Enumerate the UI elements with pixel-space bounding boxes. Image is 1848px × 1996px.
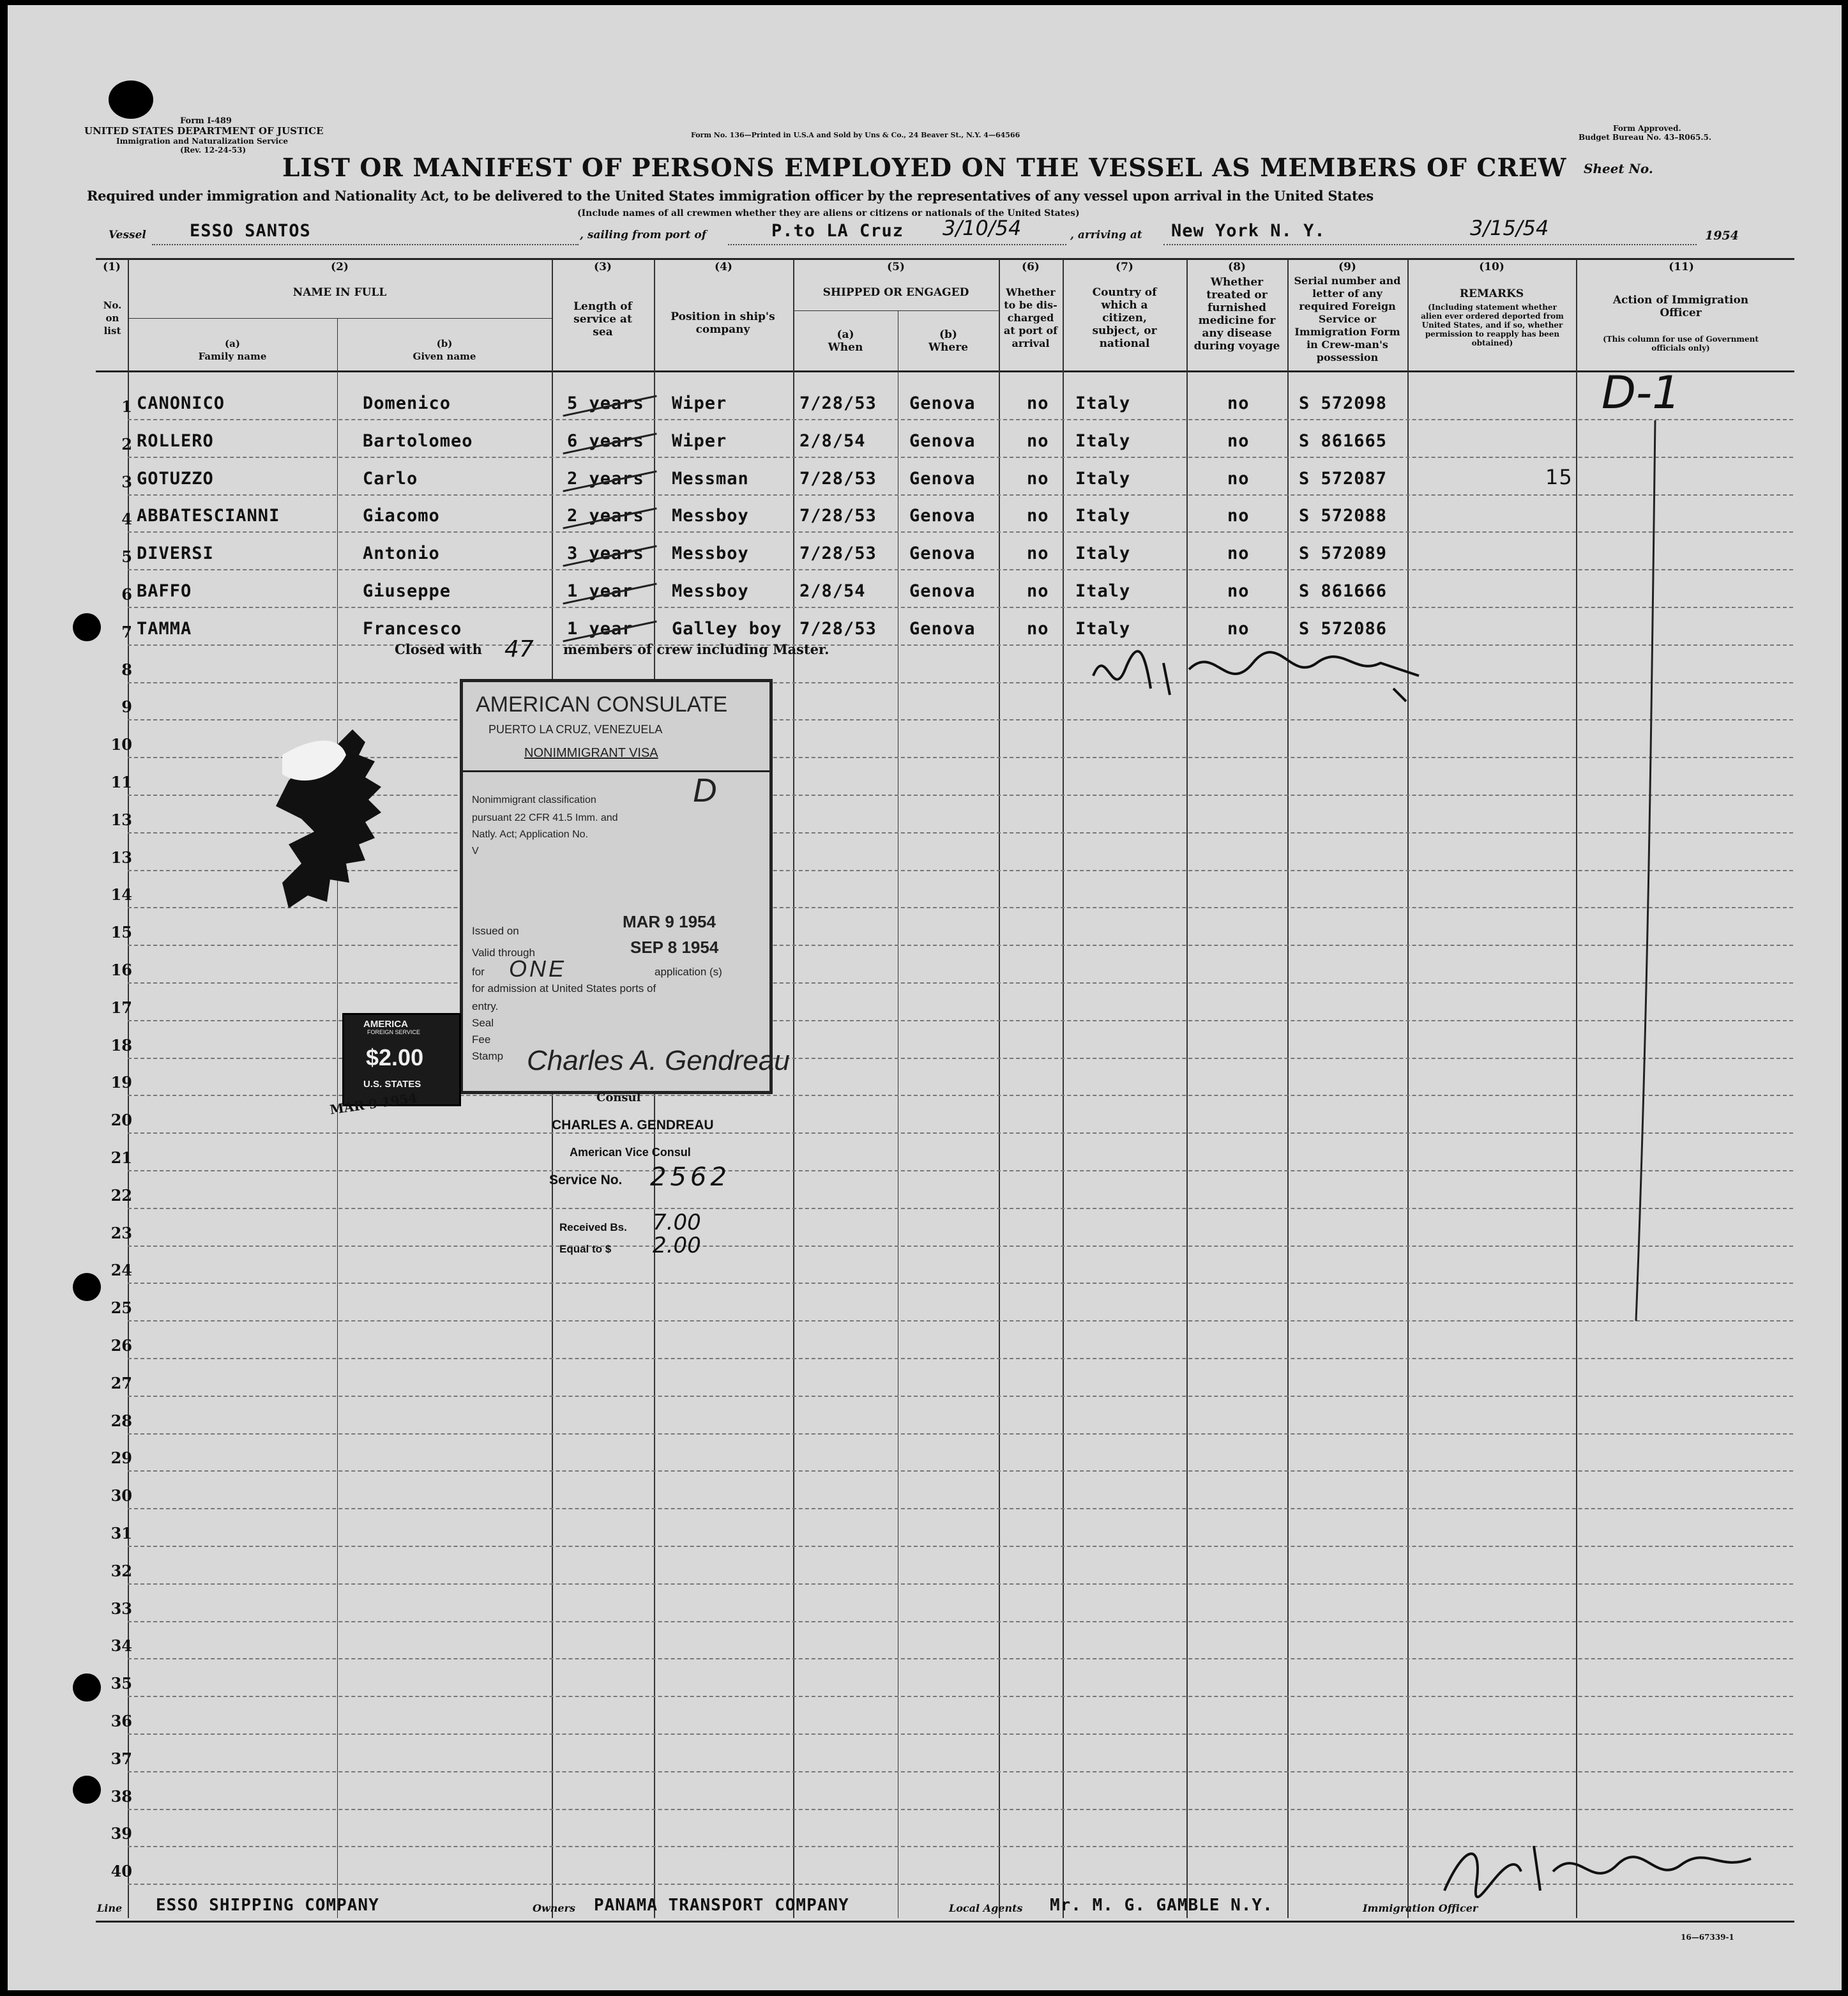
stamp-title: AMERICAN CONSULATE [476, 692, 728, 717]
form-number: Form I-489 [180, 116, 232, 126]
row-number: 27 [110, 1373, 132, 1392]
received-value: 7.00 [653, 1210, 701, 1235]
col7-number: (7) [1116, 261, 1133, 273]
row-number: 29 [110, 1449, 132, 1468]
footer-agents: Mr. M. G. GAMBLE N.Y. [1050, 1896, 1273, 1915]
crew-given-name: Bartolomeo [363, 430, 473, 451]
fee-stamp-cancel: MAR 9 1954 [329, 1090, 418, 1118]
crew-given-name: Giuseppe [363, 581, 451, 601]
row-number: 8 [121, 660, 132, 679]
row-number: 17 [110, 998, 132, 1017]
stamp-visa: NONIMMIGRANT VISA [524, 746, 658, 760]
row-rule [128, 1396, 1793, 1397]
crew-serial: S 572086 [1299, 618, 1388, 639]
row-rule [128, 1246, 1793, 1247]
row-rule [128, 419, 1793, 420]
include-note: (Include names of all crewmen whether they are aliens or citizens or nationals of the United States) [577, 208, 1080, 218]
row-number: 13 [110, 848, 132, 867]
col4-number: (4) [715, 261, 732, 273]
crew-given-name: Francesco [363, 618, 462, 639]
crew-position: Messboy [672, 544, 749, 564]
crew-discharged: no [1027, 544, 1049, 564]
officer-action-mark: D-1 [1602, 367, 1681, 419]
crew-treated: no [1227, 393, 1250, 413]
consul-name: CHARLES A. GENDREAU [552, 1118, 714, 1132]
crew-family-name: GOTUZZO [137, 468, 214, 489]
col4-header: Position in ship's company [670, 310, 775, 336]
crew-position: Messboy [672, 506, 749, 526]
crew-treated: no [1227, 468, 1250, 489]
crew-serial: S 572089 [1299, 544, 1388, 564]
printer-note: Form No. 136—Printed in U.S.A and Sold by Uns & Co., 24 Beaver St., N.Y. 4—64566 [691, 131, 1020, 139]
consulate-visa-stamp [460, 679, 790, 1094]
col9-header: Serial number and letter of any required Foreign Service or Immigration Form in Crew-man's possession [1294, 275, 1401, 363]
crew-serial: S 572088 [1299, 506, 1388, 526]
port-to: New York N. Y. [1171, 221, 1326, 241]
crew-discharged: no [1027, 618, 1049, 639]
crew-shipped-where: Genova [909, 430, 976, 451]
row-rule [128, 1208, 1793, 1209]
footer-agents-label: Local Agents [949, 1902, 1023, 1914]
crew-shipped-when: 7/28/53 [799, 618, 877, 639]
footer-line-label: Line [97, 1902, 123, 1914]
crew-serial: S 572087 [1299, 468, 1388, 489]
row-number: 14 [110, 885, 132, 904]
row-number: 16 [110, 961, 132, 979]
row-rule [128, 982, 1793, 984]
row-number: 20 [110, 1111, 132, 1130]
col3-header: Length of service at sea [573, 300, 632, 339]
stamp-act: Natly. Act; Application No. [472, 829, 589, 840]
crew-country: Italy [1075, 393, 1131, 413]
fee-stamp-amount: $2.00 [366, 1044, 424, 1070]
row-number: 30 [110, 1486, 132, 1505]
crew-discharged: no [1027, 506, 1049, 526]
crew-service-length: 6 years [567, 430, 644, 451]
col10-header: REMARKS [1459, 287, 1524, 300]
crew-service-length: 2 years [567, 468, 644, 489]
row-number: 36 [110, 1712, 132, 1730]
row-number: 5 [121, 547, 132, 567]
row-number: 40 [110, 1862, 132, 1881]
crew-country: Italy [1075, 544, 1131, 564]
sheet-number-label: Sheet No. [1584, 161, 1653, 176]
crew-discharged: no [1027, 393, 1049, 413]
col1-header: No. on list [103, 300, 122, 337]
col5b-header: (b) Where [928, 328, 969, 354]
stamp-for-value: ONE [509, 956, 567, 982]
port-from: P.to LA Cruz [771, 221, 904, 241]
crew-treated: no [1227, 618, 1250, 639]
row-number: 7 [121, 622, 132, 641]
stamp-valid-label: Valid through [472, 947, 535, 959]
stamp-issued-date: MAR 9 1954 [623, 912, 716, 931]
crew-country: Italy [1075, 430, 1131, 451]
row-number: 33 [110, 1599, 132, 1618]
row-number: 26 [110, 1336, 132, 1355]
row-number: 1 [121, 397, 132, 416]
row-rule [128, 607, 1793, 608]
row-number: 22 [110, 1185, 132, 1205]
col2-number: (2) [331, 261, 349, 273]
consul-label: Consul [596, 1091, 641, 1104]
row-number: 4 [121, 510, 132, 529]
stamp-admission: for admission at United States ports of [472, 982, 656, 994]
fee-stamp-bottom: U.S. STATES [363, 1079, 421, 1090]
col2-header: NAME IN FULL [292, 286, 387, 299]
revision-date: (Rev. 12-24-53) [180, 146, 246, 155]
service-name: Immigration and Naturalization Service [116, 137, 289, 146]
crew-shipped-where: Genova [909, 468, 976, 489]
date-sailed: 3/10/54 [943, 216, 1022, 240]
col2b-header: (b) Given name [413, 338, 476, 362]
form-code: 16—67339-1 [1681, 1933, 1734, 1942]
row-number: 6 [121, 585, 132, 604]
crew-shipped-where: Genova [909, 393, 976, 413]
row-rule [128, 1132, 1793, 1134]
col7-header: Country of which a citizen, subject, or national [1092, 286, 1157, 350]
row-number: 10 [110, 735, 132, 754]
crew-shipped-when: 7/28/53 [799, 544, 877, 564]
col6-header: Whether to be dis-charged at port of arrival [1003, 286, 1058, 349]
row-number: 37 [110, 1749, 132, 1768]
row-rule [128, 1771, 1793, 1772]
crew-given-name: Giacomo [363, 506, 440, 526]
row-number: 38 [110, 1786, 132, 1806]
col11-number: (11) [1669, 261, 1694, 273]
row-number: 21 [110, 1148, 132, 1167]
col6-number: (6) [1022, 261, 1040, 273]
crew-treated: no [1227, 430, 1250, 451]
row-number: 39 [110, 1824, 132, 1843]
crew-serial: S 861665 [1299, 430, 1388, 451]
row-number: 13 [110, 810, 132, 829]
row-rule [128, 1733, 1793, 1735]
crew-shipped-when: 2/8/54 [799, 581, 866, 601]
fee-stamp-top: AMERICA [363, 1019, 408, 1030]
row-number: 15 [110, 923, 132, 942]
row-rule [128, 1809, 1793, 1810]
equal-value: 2.00 [653, 1233, 701, 1258]
row-rule [128, 494, 1793, 496]
page-subtitle: Required under immigration and Nationality Act, to be delivered to the United States immigration officer by the representatives of any vessel upon arrival in the United States [87, 188, 1374, 204]
col5a-header: (a) When [828, 328, 863, 354]
row-rule [128, 1546, 1793, 1547]
row-rule [128, 1658, 1793, 1659]
crew-country: Italy [1075, 468, 1131, 489]
crew-position: Wiper [672, 430, 727, 451]
row-number: 34 [110, 1636, 132, 1656]
crew-discharged: no [1027, 468, 1049, 489]
stamp-class-label: Nonimmigrant classification [472, 795, 596, 805]
crew-family-name: ROLLERO [137, 430, 214, 451]
crew-given-name: Carlo [363, 468, 418, 489]
crew-country: Italy [1075, 581, 1131, 601]
row-number: 3 [121, 472, 132, 491]
crew-position: Messman [672, 468, 749, 489]
row-number: 23 [110, 1223, 132, 1242]
footer-owners: PANAMA TRANSPORT COMPANY [594, 1896, 849, 1915]
footer-officer-label: Immigration Officer [1363, 1902, 1478, 1914]
row-number: 18 [110, 1035, 132, 1055]
row-rule [128, 1358, 1793, 1359]
table-header-rule [96, 370, 1794, 372]
row-rule [128, 1470, 1793, 1472]
crew-given-name: Antonio [363, 544, 440, 564]
stamp-class-value: D [693, 772, 717, 809]
row-number: 24 [110, 1261, 132, 1280]
consul-signature: Charles A. Gendreau [527, 1045, 790, 1076]
crew-count: 47 [504, 636, 534, 662]
crew-shipped-where: Genova [909, 544, 976, 564]
col2a-header: (a) Family name [198, 338, 267, 362]
crew-family-name: CANONICO [137, 393, 225, 413]
crew-position: Messboy [672, 581, 749, 601]
crew-family-name: TAMMA [137, 618, 192, 639]
crew-family-name: BAFFO [137, 581, 192, 601]
row-rule [128, 1583, 1793, 1585]
stamp-entry: entry. [472, 1000, 499, 1012]
stamp-city: PUERTO LA CRUZ, VENEZUELA [489, 723, 663, 736]
crew-serial: S 861666 [1299, 581, 1388, 601]
stamp-for-label: for [472, 966, 485, 978]
crew-position: Galley boy [672, 618, 782, 639]
row-rule [128, 644, 1793, 646]
crew-treated: no [1227, 581, 1250, 601]
crew-remarks: 15 [1545, 464, 1573, 489]
crew-shipped-when: 7/28/53 [799, 468, 877, 489]
crew-shipped-where: Genova [909, 618, 976, 639]
crew-serial: S 572098 [1299, 393, 1388, 413]
sailing-label: , sailing from port of [580, 229, 707, 241]
row-rule [128, 457, 1793, 458]
vessel-name: ESSO SANTOS [190, 221, 311, 241]
crew-family-name: DIVERSI [137, 544, 214, 564]
col3-number: (3) [594, 261, 612, 273]
crew-country: Italy [1075, 618, 1131, 639]
col5-header: SHIPPED OR ENGAGED [822, 286, 969, 299]
crew-service-length: 1 year [567, 618, 633, 639]
row-number: 2 [121, 434, 132, 453]
stamp-v: V [472, 846, 479, 857]
col11-header: Action of Immigration Officer [1612, 294, 1749, 319]
row-rule [128, 945, 1793, 946]
punch-hole [109, 80, 153, 119]
crew-treated: no [1227, 506, 1250, 526]
row-rule [128, 569, 1793, 570]
crew-shipped-when: 7/28/53 [799, 506, 877, 526]
crew-given-name: Domenico [363, 393, 451, 413]
service-number: 2562 [650, 1162, 731, 1192]
row-number: 25 [110, 1299, 132, 1318]
received-label: Received Bs. [559, 1221, 627, 1233]
crew-shipped-when: 2/8/54 [799, 430, 866, 451]
row-number: 19 [110, 1073, 132, 1092]
stamp-pursuant: pursuant 22 CFR 41.5 Imm. and [472, 812, 618, 823]
arriving-label: , arriving at [1070, 229, 1142, 241]
row-rule [128, 1170, 1793, 1171]
crew-service-length: 5 years [567, 393, 644, 413]
row-number: 9 [121, 697, 132, 717]
crew-family-name: ABBATESCIANNI [137, 506, 280, 526]
fee-stamp-sub: FOREIGN SERVICE [367, 1029, 420, 1035]
department-name: UNITED STATES DEPARTMENT OF JUSTICE [84, 125, 324, 137]
col1-number: (1) [103, 261, 121, 273]
crew-service-length: 3 years [567, 544, 644, 564]
budget-bureau: Budget Bureau No. 43–R065.5. [1579, 133, 1712, 142]
date-arrived: 3/15/54 [1470, 216, 1549, 240]
crew-country: Italy [1075, 506, 1131, 526]
action-line [1630, 420, 1668, 1327]
row-rule [128, 682, 1793, 683]
consul-title: American Vice Consul [570, 1146, 691, 1159]
col8-header: Whether treated or furnished medicine for any disease during voyage [1193, 276, 1280, 353]
col5-number: (5) [887, 261, 905, 273]
stamp-seal: Seal [472, 1017, 494, 1029]
crew-shipped-where: Genova [909, 581, 976, 601]
row-number: 35 [110, 1674, 132, 1693]
row-rule [128, 1696, 1793, 1697]
row-rule [128, 1283, 1793, 1284]
footer-line: ESSO SHIPPING COMPANY [156, 1896, 379, 1915]
col10-note: (Including statement whether alien ever ordered deported from United States, and if so, whether permission to reapply has been obtained) [1421, 303, 1564, 347]
stamp-stamp: Stamp [472, 1050, 504, 1062]
page-title: LIST OR MANIFEST OF PERSONS EMPLOYED ON THE VESSEL AS MEMBERS OF CREW [282, 153, 1567, 183]
col11-note: (This column for use of Government officials only) [1603, 335, 1759, 353]
service-number-label: Service No. [549, 1173, 623, 1187]
row-rule [128, 531, 1793, 533]
row-rule [128, 1320, 1793, 1322]
row-number: 31 [110, 1524, 132, 1543]
stamp-valid-date: SEP 8 1954 [630, 938, 719, 957]
immigration-officer-signature [1438, 1833, 1757, 1903]
equal-label: Equal to $ [559, 1243, 612, 1255]
embossed-seal [263, 717, 391, 921]
closed-members-text: members of crew including Master. [563, 641, 829, 657]
crew-discharged: no [1027, 581, 1049, 601]
crew-service-length: 2 years [567, 506, 644, 526]
stamp-applications: application (s) [655, 966, 722, 978]
crew-shipped-when: 7/28/53 [799, 393, 877, 413]
crew-position: Wiper [672, 393, 727, 413]
row-rule [128, 1433, 1793, 1435]
row-number: 32 [110, 1561, 132, 1580]
footer-owners-label: Owners [533, 1902, 575, 1914]
row-rule [128, 1508, 1793, 1509]
row-number: 11 [110, 773, 132, 791]
crew-treated: no [1227, 544, 1250, 564]
form-approved: Form Approved. [1613, 124, 1681, 133]
closed-with-label: Closed with [395, 641, 482, 657]
row-number: 28 [110, 1411, 132, 1430]
crew-shipped-where: Genova [909, 506, 976, 526]
stamp-fee: Fee [472, 1033, 491, 1046]
year-field: 1954 [1705, 229, 1739, 243]
row-rule [128, 1621, 1793, 1622]
crew-discharged: no [1027, 430, 1049, 451]
col8-number: (8) [1228, 261, 1246, 273]
vessel-label: Vessel [109, 229, 146, 241]
stamp-issued-label: Issued on [472, 925, 519, 937]
officer-signature-row [1087, 637, 1432, 708]
col9-number: (9) [1338, 261, 1356, 273]
crew-service-length: 1 year [567, 581, 633, 601]
manifest-sheet [8, 5, 1842, 1990]
col10-number: (10) [1479, 261, 1504, 273]
